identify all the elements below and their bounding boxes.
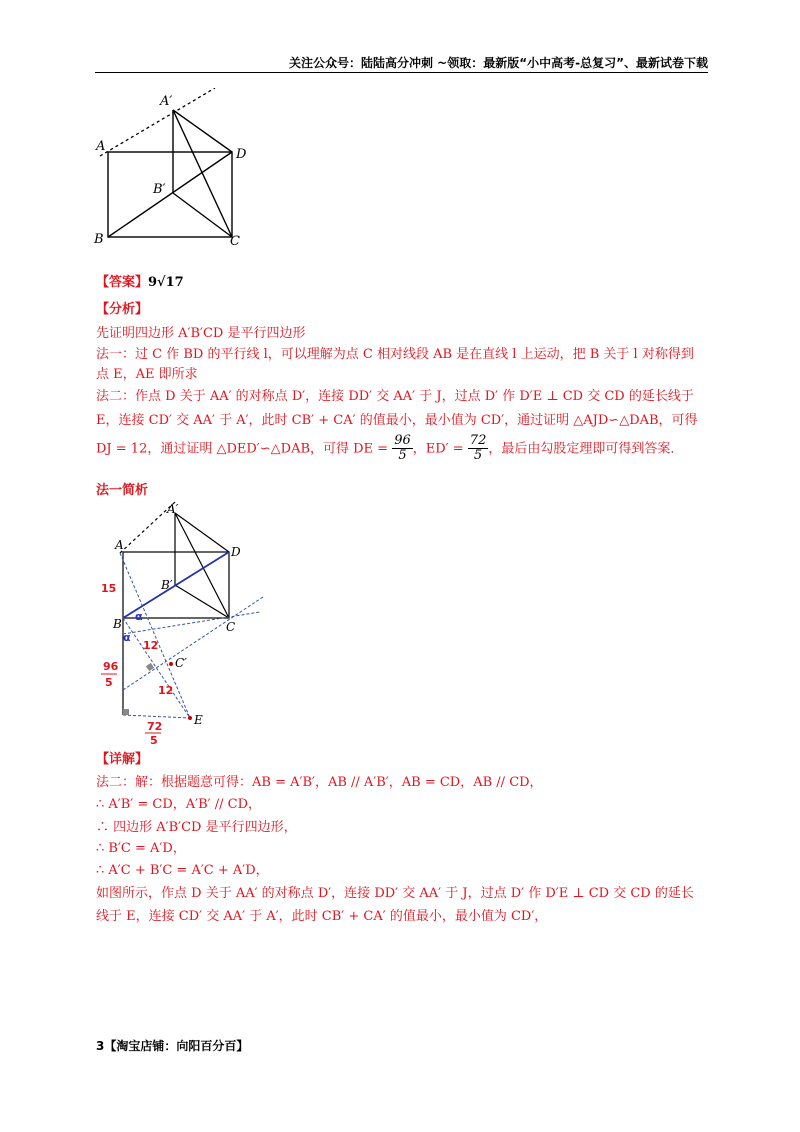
analysis-line6: DJ = 12，通过证明 △DED′∽△DAB，可得 DE = $\frac{96}{5}$ ，ED′ = $\frac{72}{5}$ ，最后由勾股定理即可得到答案． xyxy=(96,433,684,464)
detail-line3: ∴ 四边形 A′B′CD 是平行四边形， xyxy=(96,820,297,835)
fig2-label-b: B xyxy=(113,617,122,631)
fig2-label-d: D xyxy=(231,545,241,559)
side-12b: 12 xyxy=(158,684,174,697)
analysis-line2: 法一：过 C 作 BD 的平行线 l，可以理解为点 C 相对线段 AB 是在直线 l 上运动，把 B 关于 l 对称得到 xyxy=(96,347,694,362)
detail-label: 【详解】 xyxy=(96,752,149,767)
alpha-1: α xyxy=(135,610,143,623)
label-a-prime: A′ xyxy=(160,94,173,109)
analysis-line5: E，连接 CD′ 交 AA′ 于 A′，此时 CB′ + CA′ 的值最小，最小值为 CD′，通过证明 △AJD∽△DAB，可得 xyxy=(96,413,698,428)
analysis-label: 【分析】 xyxy=(96,302,149,317)
detail-line6: 如图所示，作点 D 关于 AA′ 的对称点 D′，连接 DD′ 交 AA′ 于 J，过点 D′ 作 D′E ⊥ CD 交 CD 的延长 xyxy=(96,886,694,901)
frac72-num: 72 xyxy=(147,720,163,733)
detail-line7: 线于 E，连接 CD′ 交 AA′ 于 A′，此时 CB′ + CA′ 的值最小，最小值为 CD′， xyxy=(96,909,548,924)
detail-line1: 法二：解：根据题意可得：AB = A′B′，AB // A′B′，AB = CD，AB // CD， xyxy=(96,775,543,790)
fig2-label-c-prime: C′ xyxy=(175,656,187,670)
fig2-label-a: A xyxy=(115,538,124,552)
analysis-line3: 点 E，AE 即所求 xyxy=(96,367,198,382)
label-c: C xyxy=(230,234,240,248)
label-d: D xyxy=(236,147,247,162)
figure-parallelogram xyxy=(90,88,270,248)
detail-line5: ∴ A′C + B′C = A′C + A′D， xyxy=(96,863,269,878)
fig2-label-e: E xyxy=(194,713,203,727)
analysis-line4: 法二：作点 D 关于 AA′ 的对称点 D′，连接 DD′ 交 AA′ 于 J，过点 D′ 作 D′E ⊥ CD 交 CD 的延长线于 xyxy=(96,389,694,404)
analysis-line1: 先证明四边形 A′B′CD 是平行四边形 xyxy=(96,326,306,341)
frac96-num: 96 xyxy=(103,660,119,673)
frac72-den: 5 xyxy=(150,734,158,745)
detail-line2: ∴ A′B′ = CD，A′B′ // CD， xyxy=(96,797,262,812)
method1-title: 法一简析 xyxy=(96,483,149,498)
label-b: B xyxy=(94,232,104,247)
page-header: 关注公众号：陆陆高分冲刺 ~领取：最新版“小中高考-总复习”、最新试卷下载 xyxy=(289,56,708,70)
side-15: 15 xyxy=(101,582,117,595)
frac96-den: 5 xyxy=(105,676,113,689)
side-12a: 12 xyxy=(143,639,159,652)
page-footer: 3【淘宝店铺：向阳百分百】 xyxy=(96,1039,249,1053)
detail-line4: ∴ B′C = A′D， xyxy=(96,841,186,856)
header-rule xyxy=(95,72,708,73)
figure-method1 xyxy=(95,500,275,745)
label-b-prime: B′ xyxy=(153,182,166,197)
fig2-label-b-prime: B′ xyxy=(161,578,173,592)
label-a: A xyxy=(96,139,106,154)
answer-line: 【答案】9√17 xyxy=(96,275,184,290)
dashed-line-aa xyxy=(100,88,215,156)
fig2-label-c: C xyxy=(226,620,236,634)
fig2-label-a-prime: A′ xyxy=(167,502,179,516)
alpha-2: α xyxy=(123,631,131,644)
